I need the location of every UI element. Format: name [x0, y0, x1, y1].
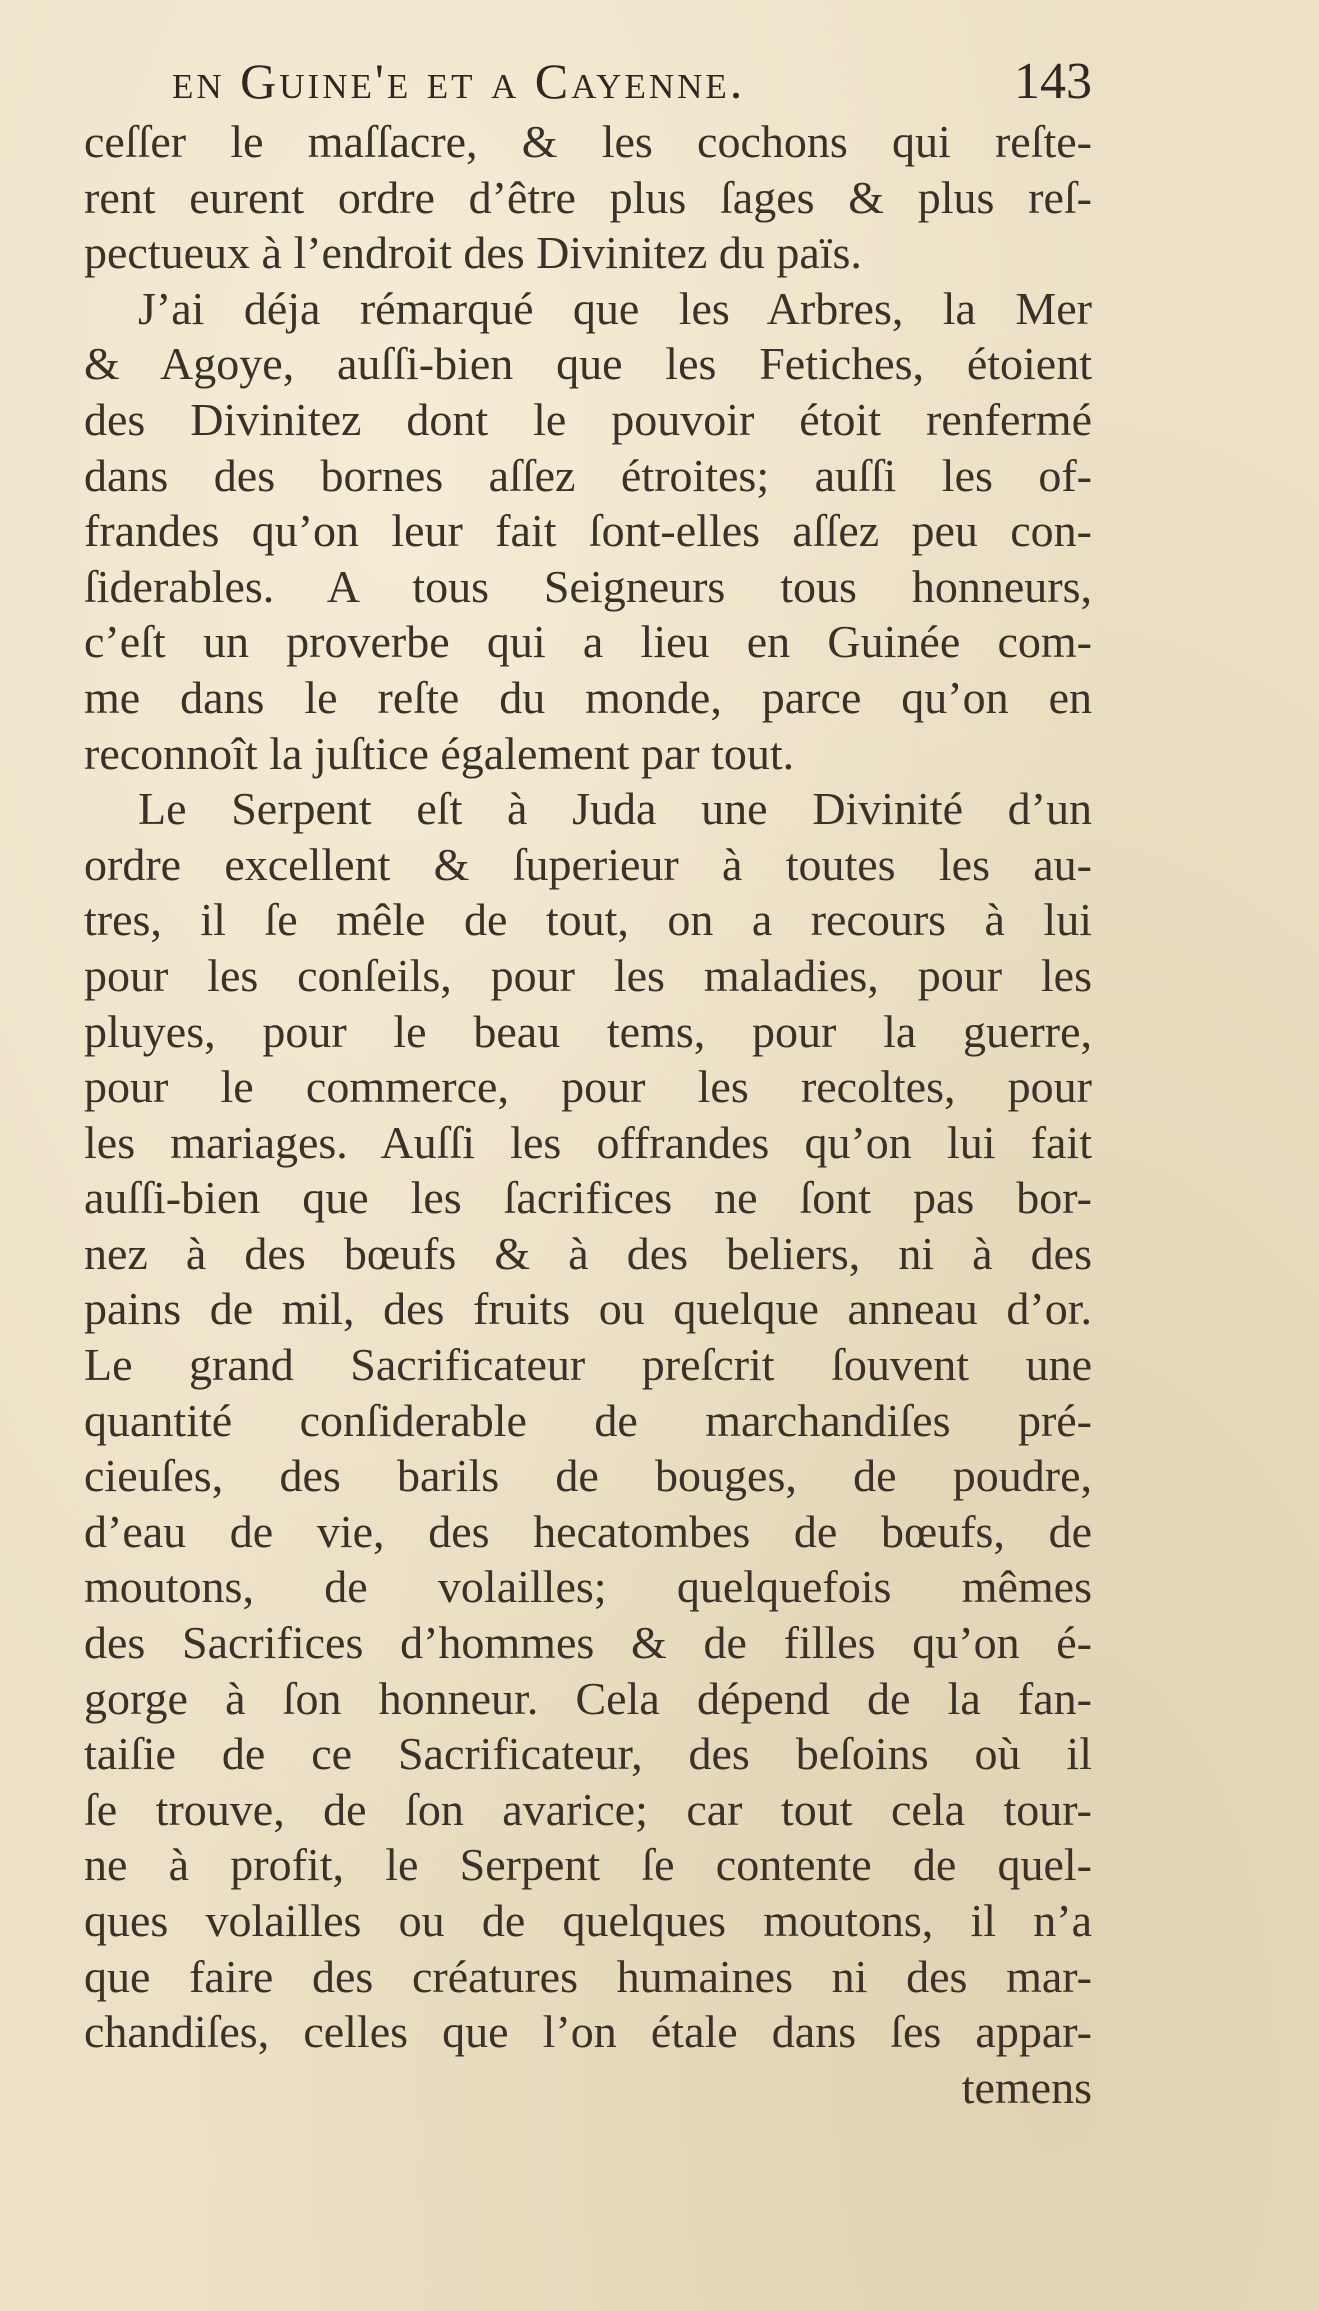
text-line: ordre excellent & ſuperieur à toutes les au- [84, 838, 1092, 890]
text-line: taiſie de ce Sacrificateur, des beſoins où il [84, 1728, 1092, 1780]
text-line: que faire des créatures humaines ni des mar- [84, 1950, 1092, 2002]
text-line: des Divinitez dont le pouvoir étoit renfermé [84, 393, 1092, 445]
text-line: ſiderables. A tous Seigneurs tous honneurs, [84, 560, 1092, 612]
text-line: ſe trouve, de ſon avarice; car tout cela tour- [84, 1783, 1092, 1835]
text-line: Le grand Sacrificateur preſcrit ſouvent une [84, 1339, 1092, 1391]
text-line: ques volailles ou de quelques moutons, il n’a [84, 1895, 1092, 1946]
text-line: les mariages. Auſſi les offrandes qu’on lui fait [84, 1116, 1092, 1168]
text-line: cieuſes, des barils de bouges, de poudre, [84, 1450, 1092, 1502]
text-line: moutons, de volailles; quelquefois mêmes [84, 1561, 1092, 1613]
text-line: reconnoît la juſtice également par tout. [84, 727, 795, 779]
text-line: ne à profit, le Serpent ſe contente de quel- [84, 1839, 1092, 1891]
paragraph-start-line: Le Serpent eſt à Juda une Divinité d’un [138, 783, 1092, 835]
text-line: ceſſer le maſſacre, & les cochons qui reſte- [84, 116, 1092, 167]
text-line: pluyes, pour le beau tems, pour la guerre, [84, 1005, 1092, 1057]
page-number: 143 [1014, 53, 1092, 110]
text-line: pains de mil, des fruits ou quelque anneau d’or. [84, 1283, 1092, 1335]
text-line: nez à des bœufs & à des beliers, ni à des [84, 1227, 1092, 1279]
text-line: pour le commerce, pour les recoltes, pour [84, 1061, 1092, 1113]
text-line: c’eſt un proverbe qui a lieu en Guinée com- [84, 616, 1092, 668]
text-line: des Sacrifices d’hommes & de filles qu’on é- [84, 1617, 1092, 1669]
text-line: rent eurent ordre d’être plus ſages & plus reſ- [84, 171, 1092, 223]
text-line: chandiſes, celles que l’on étale dans ſes appar- [84, 2006, 1092, 2058]
text-line: d’eau de vie, des hecatombes de bœufs, de [84, 1505, 1092, 1557]
text-line: gorge à ſon honneur. Cela dépend de la fan- [84, 1672, 1092, 1724]
paragraph-start-line: J’ai déja rémarqué que les Arbres, la Mer [138, 282, 1092, 334]
running-title: en Guine'e et a Cayenne. [172, 53, 746, 109]
text-line: pectueux à l’endroit des Divinitez du païs. [84, 227, 862, 279]
text-line: me dans le reſte du monde, parce qu’on en [84, 671, 1092, 723]
text-line: tres, il ſe mêle de tout, on a recours à lui [84, 894, 1092, 946]
text-line: frandes qu’on leur fait ſont-elles aſſez peu con- [84, 505, 1092, 557]
text-line: auſſi-bien que les ſacrifices ne ſont pas bor- [84, 1172, 1092, 1224]
text-line: pour les conſeils, pour les maladies, pour les [84, 949, 1092, 1001]
text-line: dans des bornes aſſez étroites; auſſi les of- [84, 449, 1092, 501]
text-line: & Agoye, auſſi-bien que les Fetiches, étoient [84, 338, 1092, 390]
catchword: temens [961, 2061, 1092, 2113]
text-line: quantité conſiderable de marchandiſes pré- [84, 1394, 1092, 1446]
body-text [84, 114, 1092, 2115]
running-head [82, 52, 1092, 114]
